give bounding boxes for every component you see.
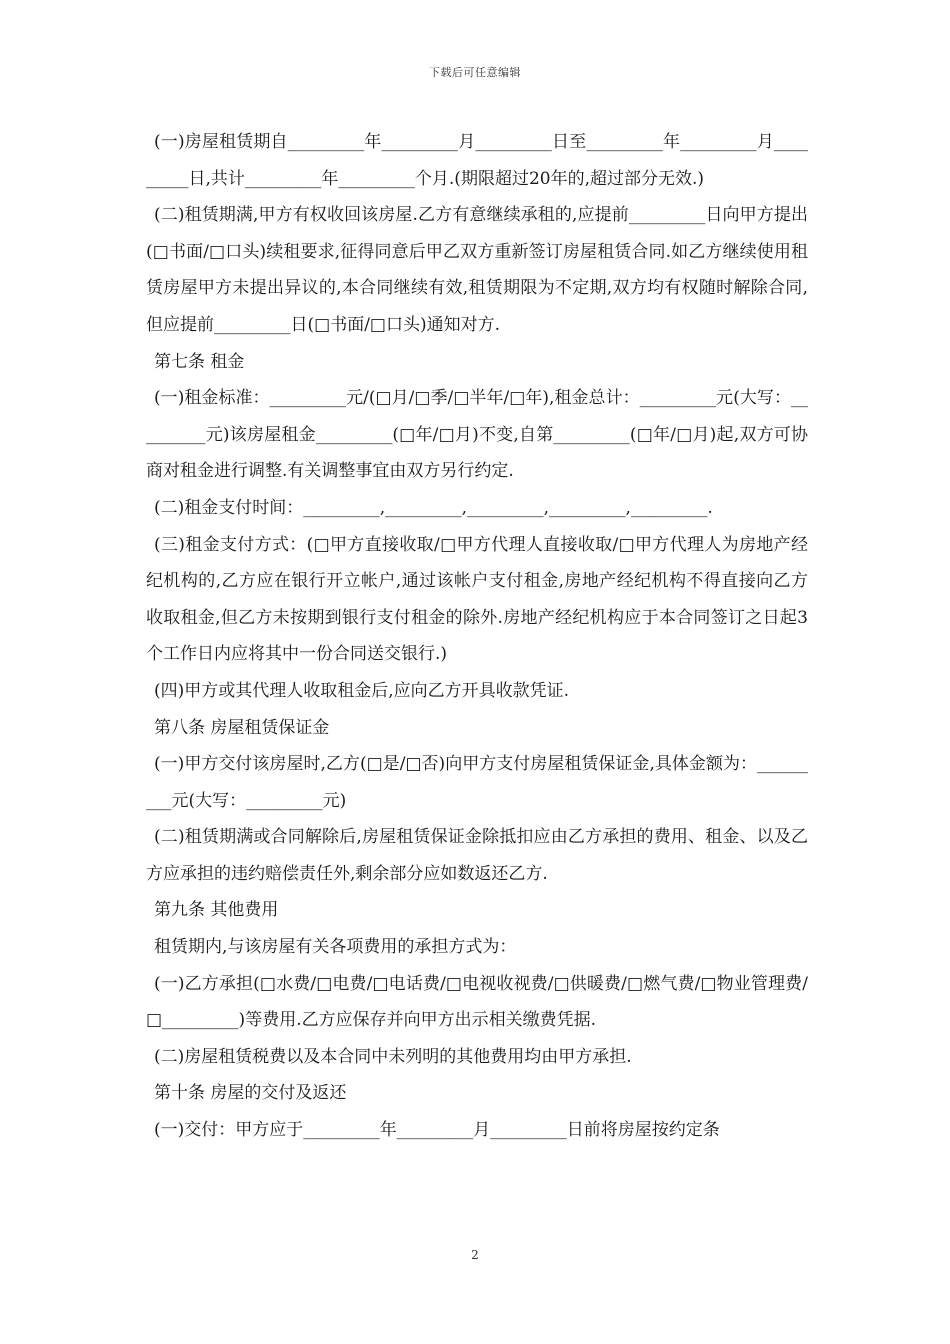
article-heading-rent: 第七条 租金	[154, 351, 245, 372]
article-heading-other-fees: 第九条 其他费用	[154, 900, 279, 921]
paragraph-fees-intro: 租赁期内,与该房屋有关各项费用的承担方式为：	[154, 937, 517, 958]
paragraph-deposit-return: (二)租赁期满或合同解除后,房屋租赁保证金除抵扣应由乙方承担的费用、租金、以及乙方应承担的违约赔偿责任外,剩余部分应如数返还乙方.	[146, 827, 808, 884]
article-heading-deposit: 第八条 房屋租赁保证金	[154, 717, 330, 738]
document-body	[146, 124, 808, 1149]
paragraph-rent-standard: (一)租金标准：_________元/(□月/□季/□半年/□年),租金总计：_________元(大写：_________元)该房屋租金_________(□年/□月)不变,自第_________(□年/□月)起,双方可协商对租金进行调整.有关调整事宜由双方另行约定.	[146, 388, 808, 482]
page-number: 2	[471, 1248, 479, 1262]
paragraph-rent-payment-time: (二)租金支付时间：_________,_________,_________,_________,_________.	[154, 497, 713, 518]
paragraph-lease-renewal: (二)租赁期满,甲方有权收回该房屋.乙方有意继续承租的,应提前_________日向甲方提出(□书面/□口头)续租要求,征得同意后甲乙双方重新签订房屋租赁合同.如乙方继续使用租赁房屋甲方未提出异议的,本合同继续有效,租赁期限为不定期,双方均有权随时解除合同,但应提前_________日(□书面/□口头)通知对方.	[146, 205, 808, 335]
paragraph-delivery: (一)交付：甲方应于_________年_________月_________日前将房屋按约定条	[154, 1120, 720, 1141]
paragraph-deposit-payment: (一)甲方交付该房屋时,乙方(□是/□否)向甲方支付房屋租赁保证金,具体金额为：_________元(大写：_________元)	[146, 754, 808, 811]
paragraph-fees-tenant: (一)乙方承担(□水费/□电费/□电话费/□电视收视费/□供暖费/□燃气费/□物业管理费/□_________)等费用.乙方应保存并向甲方出示相关缴费凭据.	[146, 973, 808, 1031]
paragraph-lease-term: (一)房屋租赁期自_________年_________月_________日至_________年_________月_________日,共计_________年_________个月.(期限超过20年的,超过部分无效.)	[146, 132, 808, 189]
paragraph-rent-receipt: (四)甲方或其代理人收取租金后,应向乙方开具收款凭证.	[154, 680, 570, 701]
page-header: 下载后可任意编辑	[429, 66, 521, 79]
article-heading-delivery: 第十条 房屋的交付及返还	[154, 1083, 347, 1104]
paragraph-rent-payment-method: (三)租金支付方式：(□甲方直接收取/□甲方代理人直接收取/□甲方代理人为房地产经纪机构的,乙方应在银行开立帐户,通过该帐户支付租金,房地产经纪机构不得直接向乙方收取租金,但乙方未按期到银行支付租金的除外.房地产经纪机构应于本合同签订之日起3个工作日内应将其中一份合同送交银行.)	[146, 534, 808, 665]
paragraph-fees-landlord: (二)房屋租赁税费以及本合同中未列明的其他费用均由甲方承担.	[154, 1046, 632, 1067]
